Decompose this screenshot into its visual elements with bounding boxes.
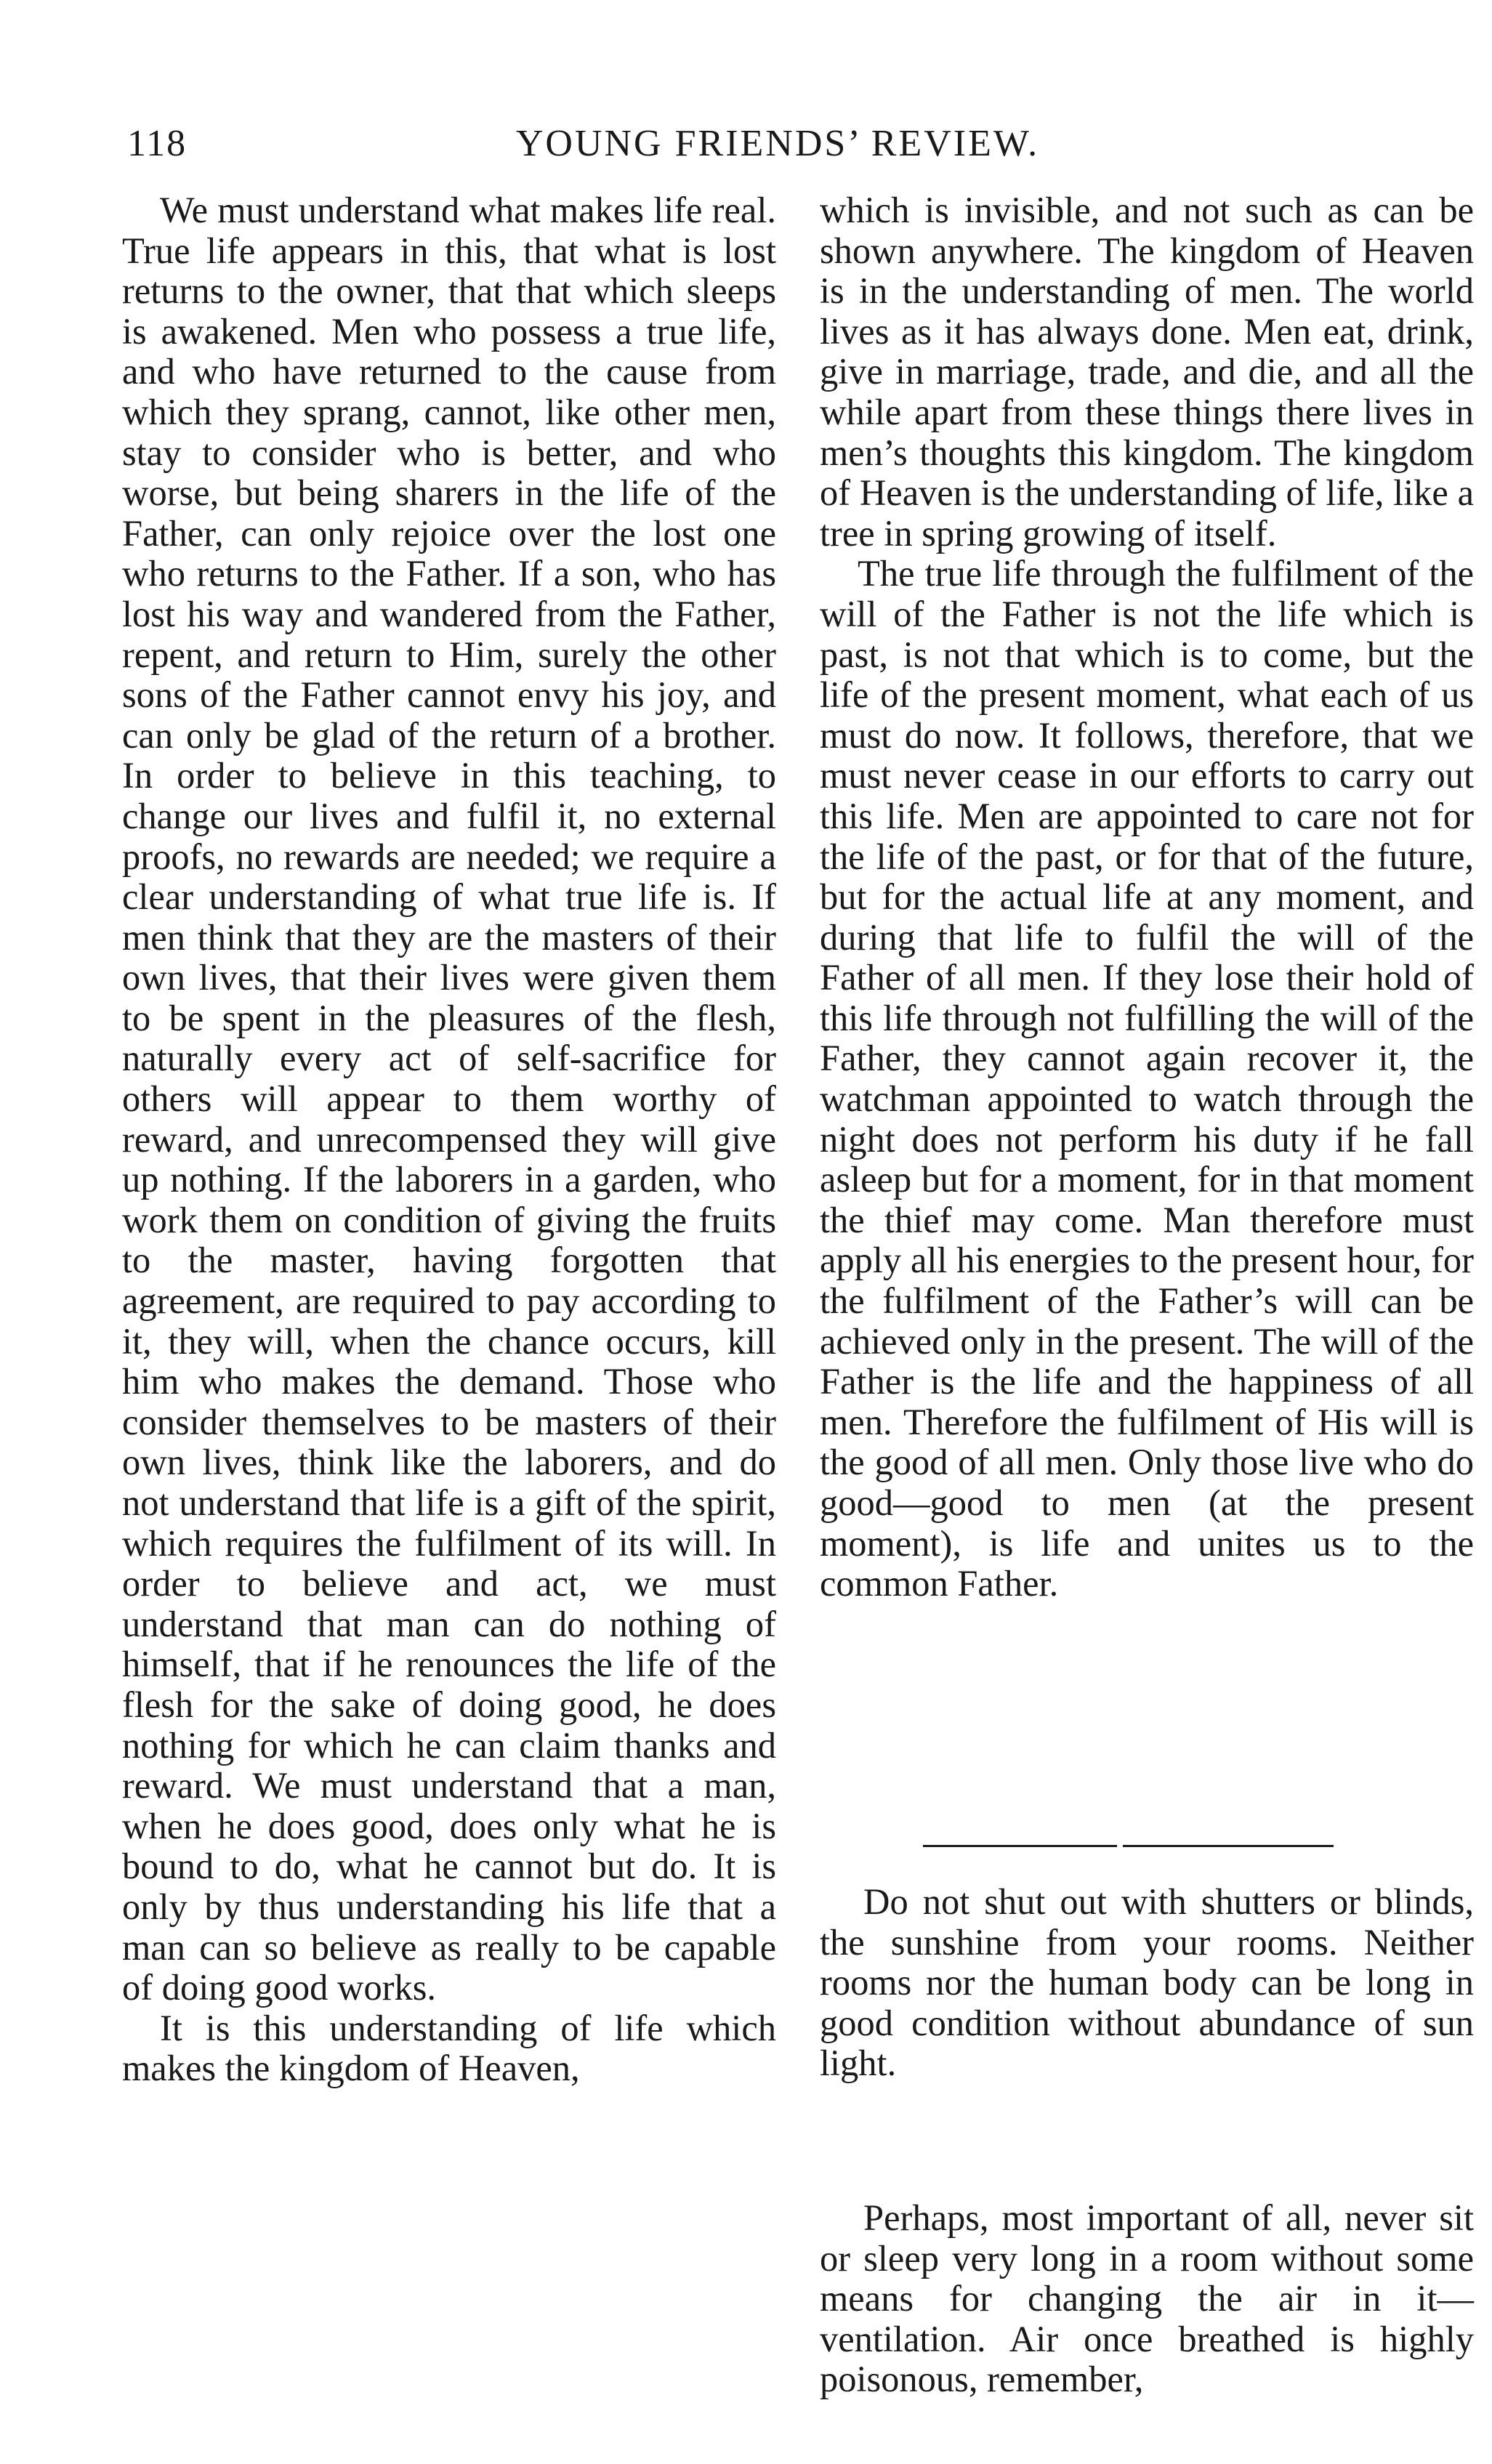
page-header <box>127 122 1428 180</box>
right-column <box>820 190 1474 1604</box>
section-divider-gap <box>1117 1840 1123 1850</box>
body-paragraph-continued: which is invisible, and not such as can be shown anywhere. The kingdom of Heaven is in the understanding of men. The world lives as it has always done. Men eat, drink, give in marriage, trade, and die, and all the while apart from these things there lives in men’s thoughts this kingdom. The kingdom of Heaven is the understanding of life, like a tree in spring growing of itself. <box>820 190 1474 554</box>
note-text: Perhaps, most important of all, never sit or sleep very long in a room without some means for changing the air in it—ventilation. Air once breathed is highly poisonous, remember, <box>820 2197 1474 2400</box>
note-paragraph <box>820 2198 1474 2400</box>
left-column <box>122 190 776 2089</box>
running-title: YOUNG FRIENDS’ REVIEW. <box>515 123 1040 164</box>
body-paragraph: It is this understanding of life which makes the kingdom of Heaven, <box>122 2007 776 2089</box>
note-paragraph <box>820 1882 1474 2084</box>
section-divider <box>923 1845 1334 1847</box>
note-text: Do not shut out with shutters or blinds, the sunshine from your rooms. Neither rooms nor the human body can be long in good condition without abundance of sun light. <box>820 1881 1474 2084</box>
page-number: 118 <box>127 123 187 164</box>
body-paragraph: The true life through the fulfilment of the will of the Father is not the life which is past, is not that which is to come, but the life of the present moment, what each of us must do now. It follows, therefore, that we must never cease in our efforts to carry out this life. Men are appointed to care not for the life of the past, or for that of the future, but for the actual life at any moment, and during that life to fulfil the will of the Father of all men. If they lose their hold of this life through not fulfilling the will of the Father, they cannot again recover it, the watchman appointed to watch through the night does not perform his duty if he fall asleep but for a moment, for in that moment the thief may come. Man therefore must apply all his energies to the present hour, for the fulfilment of the Father’s will can be achieved only in the present. The will of the Father is the life and the happiness of all men. Therefore the fulfilment of His will is the good of all men. Only those live who do good—good to men (at the present moment), is life and unites us to the common Father. <box>820 553 1474 1604</box>
body-paragraph: We must understand what makes life real. True life appears in this, that what is lost returns to the owner, that that which sleeps is awakened. Men who possess a true life, and who have returned to the cause from which they sprang, cannot, like other men, stay to consider who is better, and who worse, but being sharers in the life of the Father, can only rejoice over the lost one who returns to the Father. If a son, who has lost his way and wandered from the Father, repent, and return to Him, surely the other sons of the Father cannot envy his joy, and can only be glad of the return of a brother. In order to believe in this teaching, to change our lives and fulfil it, no external proofs, no rewards are needed; we require a clear understanding of what true life is. If men think that they are the masters of their own lives, that their lives were given them to be spent in the pleasures of the flesh, naturally every act of self-sacrifice for others will appear to them worthy of reward, and unrecompensed they will give up nothing. If the laborers in a garden, who work them on condition of giving the fruits to the master, having forgotten that agreement, are required to pay according to it, they will, when the chance occurs, kill him who makes the demand. Those who consider themselves to be masters of their own lives, think like the laborers, and do not understand that life is a gift of the spirit, which requires the fulfilment of its will. In order to believe and act, we must understand that man can do nothing of himself, that if he renounces the life of the flesh for the sake of doing good, he does nothing for which he can claim thanks and reward. We must understand that a man, when he does good, does only what he is bound to do, what he cannot but do. It is only by thus understanding his life that a man can so believe as really to be capable of doing good works. <box>122 190 776 2008</box>
